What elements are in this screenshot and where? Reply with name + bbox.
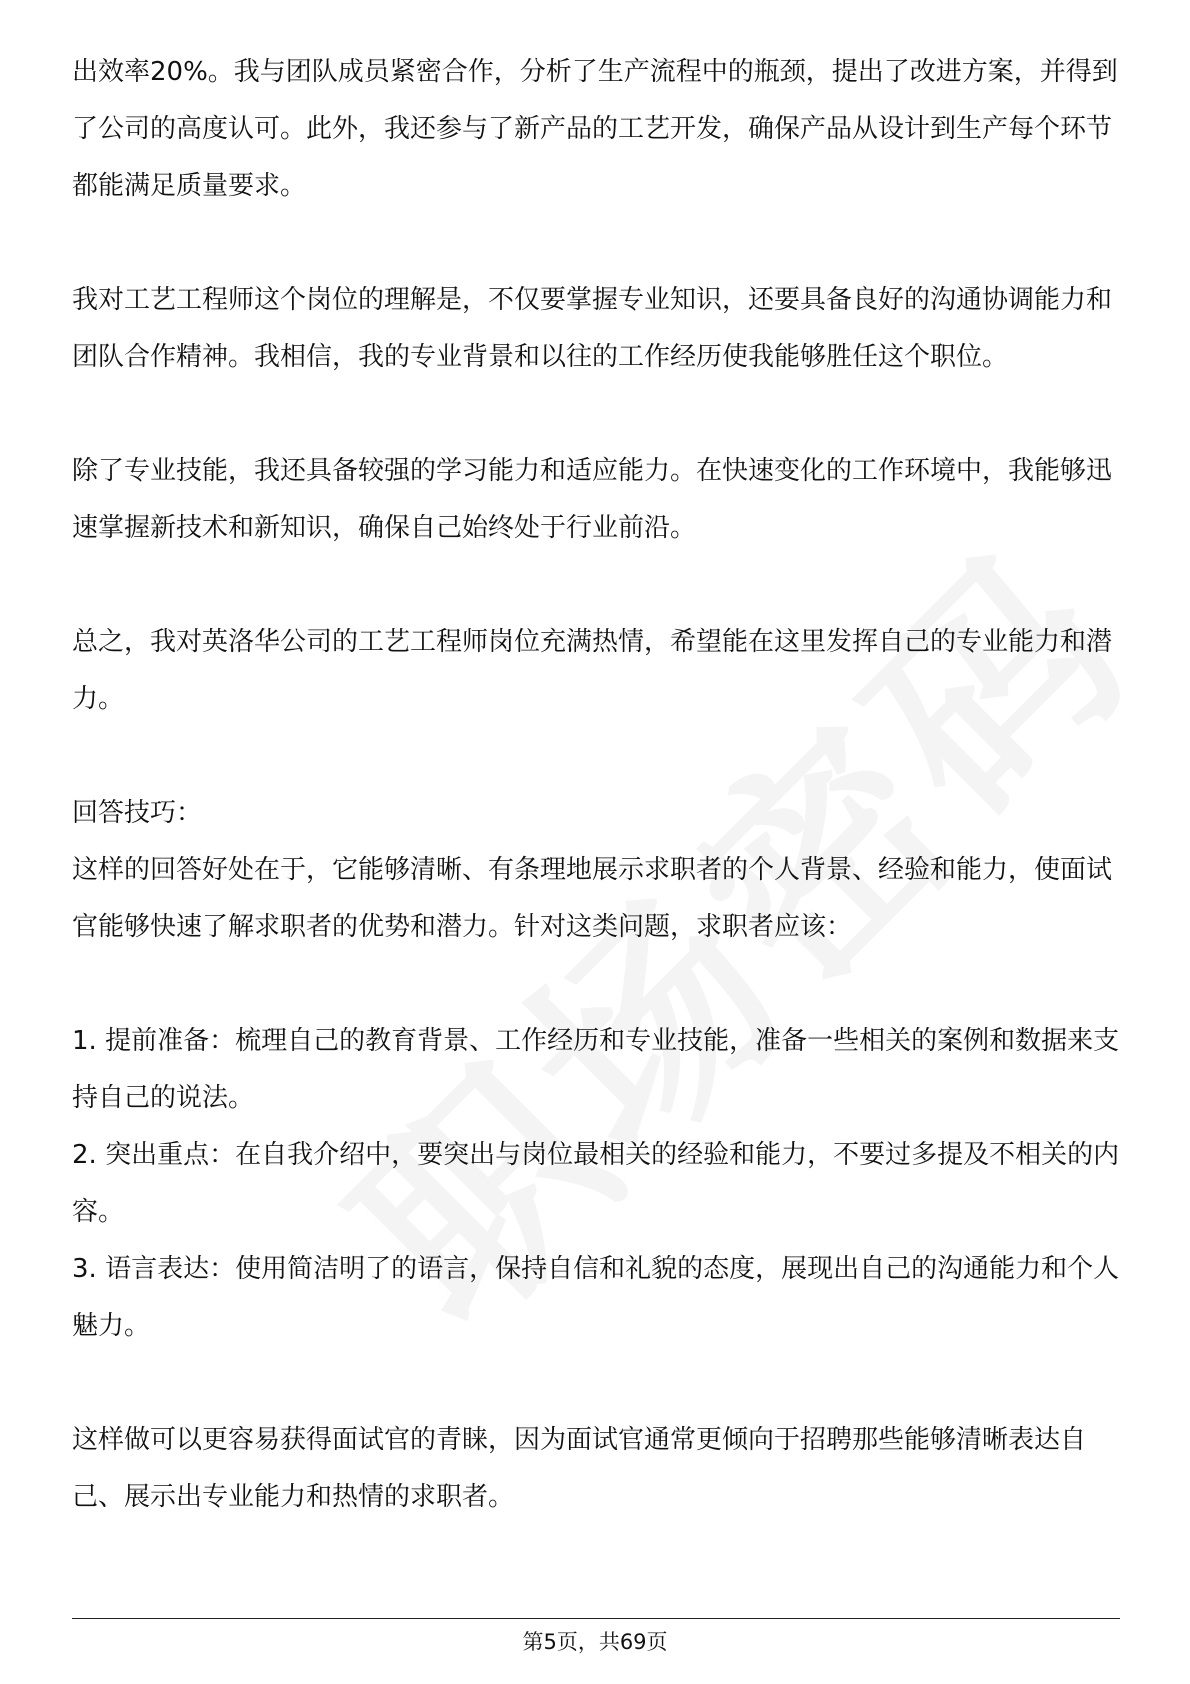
- list-item-prepare: 1. 提前准备：梳理自己的教育背景、工作经历和专业技能，准备一些相关的案例和数据来支持自己的说法。: [72, 1026, 1120, 1113]
- paragraph-gap: [72, 1355, 1120, 1412]
- paragraph-gap: [72, 557, 1120, 614]
- paragraph-role-understanding: 我对工艺工程师这个岗位的理解是，不仅要掌握专业知识，还要具备良好的沟通协调能力和团队合作精神。我相信，我的专业背景和以往的工作经历使我能够胜任这个职位。: [72, 285, 1113, 372]
- paragraph-conclusion: 总之，我对英洛华公司的工艺工程师岗位充满热情，希望能在这里发挥自己的专业能力和潜力。: [72, 627, 1113, 714]
- paragraph-gap: [72, 728, 1120, 785]
- list-item-highlight: 2. 突出重点：在自我介绍中，要突出与岗位最相关的经验和能力，不要过多提及不相关的内容。: [72, 1140, 1120, 1227]
- list-item-expression: 3. 语言表达：使用简洁明了的语言，保持自信和礼貌的态度，展现出自己的沟通能力和个人魅力。: [72, 1254, 1120, 1341]
- page-number: 第5页，共69页: [522, 1630, 668, 1654]
- footer-divider: [72, 1618, 1120, 1619]
- paragraph-tips-intro: 这样的回答好处在于，它能够清晰、有条理地展示求职者的个人背景、经验和能力，使面试官能够快速了解求职者的优势和潜力。针对这类问题，求职者应该：: [72, 855, 1113, 942]
- paragraph-gap: [72, 215, 1120, 272]
- document-body: [72, 44, 1120, 1526]
- tips-heading: 回答技巧：: [72, 798, 203, 828]
- paragraph-work-experience: 出效率20%。我与团队成员紧密合作，分析了生产流程中的瓶颈，提出了改进方案，并得到了公司的高度认可。此外，我还参与了新产品的工艺开发，确保产品从设计到生产每个环节都能满足质量要求。: [72, 57, 1118, 201]
- paragraph-gap: [72, 956, 1120, 1013]
- paragraph-final: 这样做可以更容易获得面试官的青睐，因为面试官通常更倾向于招聘那些能够清晰表达自己、展示出专业能力和热情的求职者。: [72, 1425, 1087, 1512]
- paragraph-gap: [72, 386, 1120, 443]
- paragraph-learning-ability: 除了专业技能，我还具备较强的学习能力和适应能力。在快速变化的工作环境中，我能够迅速掌握新技术和新知识，确保自己始终处于行业前沿。: [72, 456, 1113, 543]
